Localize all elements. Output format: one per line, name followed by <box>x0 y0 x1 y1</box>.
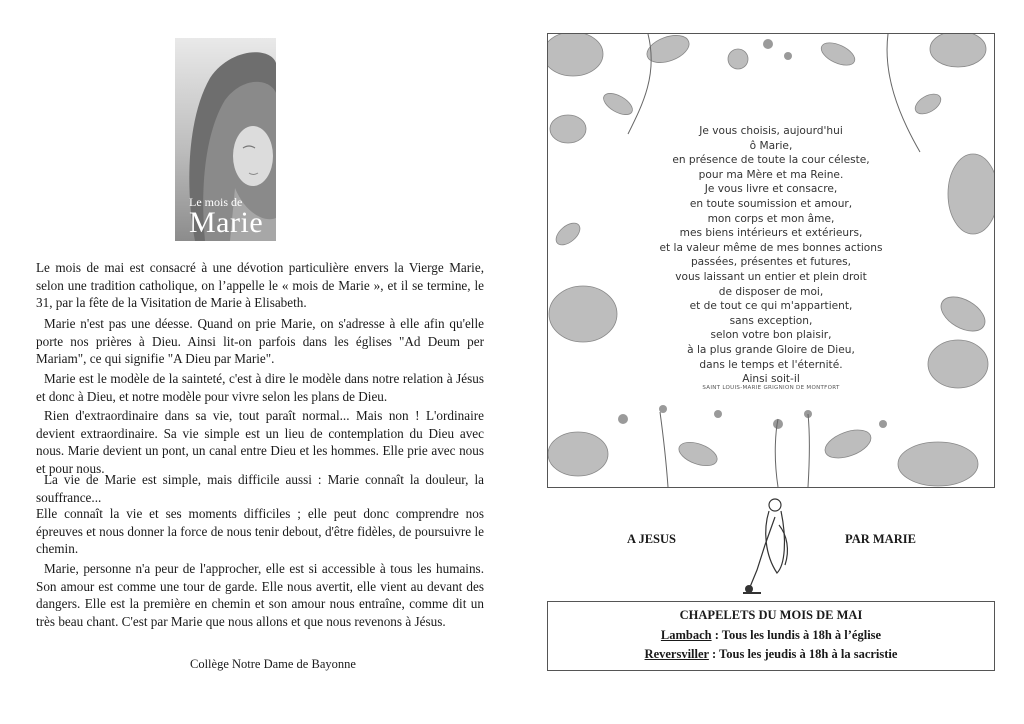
schedule-reversviller: : Tous les jeudis à 18h à la sacristie <box>708 647 898 661</box>
prayer-text: Je vous choisis, aujourd'hui ô Marie, en présence de toute la cour céleste, pour ma Mère et ma Reine. Je vous livre et consacre, en toute soumission et amour, mon corps et mon âme, mes biens intérieurs et extérieurs, et la valeur même de mes bonnes actions passées, présentes et futures, vous laissant un entier et plein droit de disposer de moi, et de tout ce qui m'appartient, sans exception, selon votre bon plaisir, à la plus grande Gloire de Dieu, dans le temps et l'éternité. Ainsi soit-il <box>659 125 883 386</box>
place-reversviller: Reversviller <box>644 647 709 661</box>
cover-title: Marie <box>189 206 264 239</box>
rosary-line-reversviller <box>548 647 994 662</box>
paragraph-2: Marie n'est pas une déesse. Quand on prie Marie, on s'adresse à elle afin qu'elle porte nos prières à Dieu. Ainsi lit-on parfois dans les églises "Ad Deum per Mariam", ce qui signifie "A Dieu par Marie". <box>36 316 484 366</box>
cover-subtitle: Le mois de <box>189 195 243 209</box>
paragraph-5: La vie de Marie est simple, mais difficile aussi : Marie connaît la douleur, la souffrance... <box>36 472 484 505</box>
paragraph-4: Rien d'extraordinaire dans sa vie, tout paraît normal... Mais non ! L'ordinaire devient extraordinaire. Sa vie simple est un lieu de contemplation du Dieu avec nous. Marie devient un pont, un canal entre Dieu et les hommes. Elle prie avec nous et pour nous. <box>36 408 484 476</box>
signature: Collège Notre Dame de Bayonne <box>190 657 356 671</box>
motto-right: PAR MARIE <box>845 532 916 546</box>
rosary-title: CHAPELETS DU MOIS DE MAI <box>679 608 863 622</box>
schedule-lambach: : Tous les lundis à 18h à l’église <box>711 628 882 642</box>
paragraph-6: Elle connaît la vie et ses moments difficiles ; elle peut donc comprendre nos épreuves et nous donner la force de nous tenir debout, d'être fidèles, de poursuivre le chemin. <box>36 506 484 556</box>
intro-paragraph: Le mois de mai est consacré à une dévotion particulière envers la Vierge Marie, selon une tradition catholique, on l’appelle le « mois de Marie », et il se termine, le 31, par la fête de la Visitation de Marie à Elisabeth. <box>36 260 484 310</box>
prayer-credit: SAINT LOUIS-MARIE GRIGNION DE MONTFORT <box>702 385 840 391</box>
paragraph-3: Marie est le modèle de la sainteté, c'est à dire le modèle dans notre relation à Jésus et donc à Dieu, et notre modèle pour vivre selon les plans de Dieu. <box>36 371 484 404</box>
prayer-card <box>547 33 995 488</box>
paragraph-7: Marie, personne n'a peur de l'approcher, elle est si accessible à tous les humains. Son amour est comme une tour de garde. Elle nous avertit, elle vient au devant des dangers. Elle est la première en chemin et son amour nous entraîne, comme dit un très beau chant. C'est par Marie que nous allons et que nous revenons à Jésus. <box>36 561 484 629</box>
rosary-schedule-box <box>547 601 995 671</box>
place-lambach: Lambach <box>660 628 712 642</box>
rosary-line-lambach <box>548 628 994 643</box>
madonna-statue-illustration <box>735 495 810 595</box>
cover-image <box>175 38 276 241</box>
motto-left: A JESUS <box>627 532 676 546</box>
